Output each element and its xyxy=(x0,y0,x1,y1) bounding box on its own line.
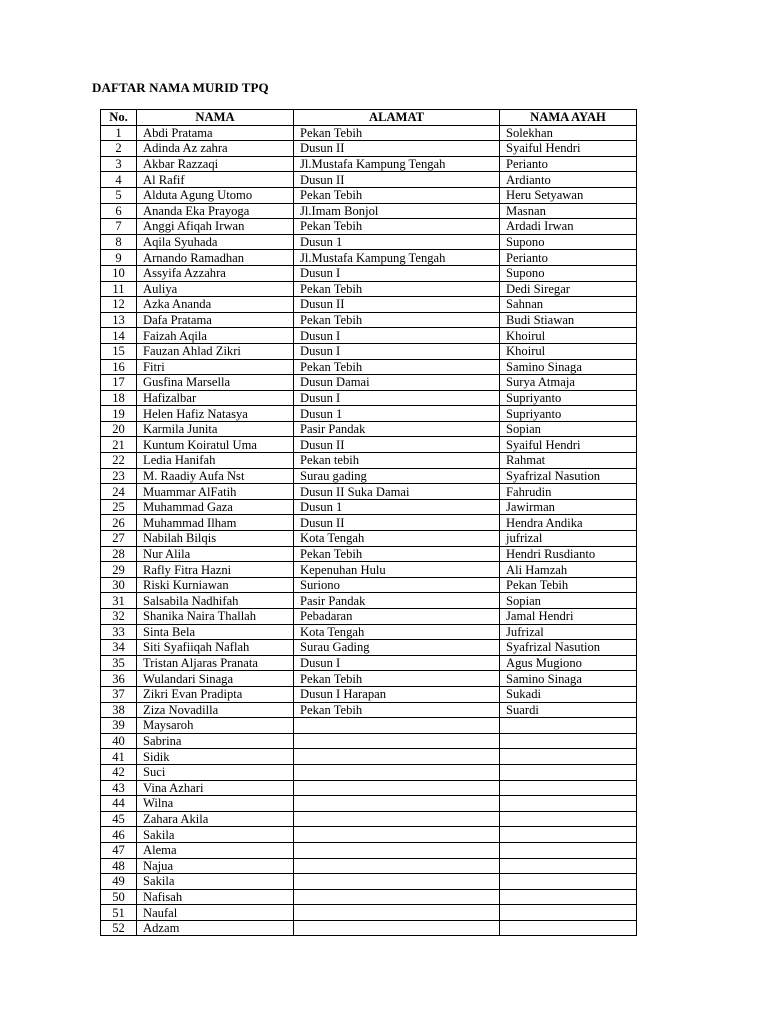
cell-no: 4 xyxy=(101,172,137,188)
cell-nama: Siti Syafiiqah Naflah xyxy=(137,640,294,656)
cell-no: 9 xyxy=(101,250,137,266)
cell-nama-ayah: Ali Hamzah xyxy=(500,562,637,578)
cell-nama: Faizah Aqila xyxy=(137,328,294,344)
cell-nama-ayah: Suardi xyxy=(500,702,637,718)
table-row xyxy=(101,889,637,905)
table-row xyxy=(101,562,637,578)
cell-nama-ayah: Supriyanto xyxy=(500,390,637,406)
cell-alamat xyxy=(294,842,500,858)
table-row xyxy=(101,203,637,219)
cell-no: 10 xyxy=(101,265,137,281)
cell-no: 46 xyxy=(101,827,137,843)
cell-alamat xyxy=(294,811,500,827)
cell-nama-ayah xyxy=(500,905,637,921)
cell-alamat: Pekan Tebih xyxy=(294,125,500,141)
cell-nama-ayah: Ardadi Irwan xyxy=(500,219,637,235)
cell-nama-ayah: Hendri Rusdianto xyxy=(500,546,637,562)
cell-nama: Sidik xyxy=(137,749,294,765)
document-title: DAFTAR NAMA MURID TPQ xyxy=(92,80,269,95)
cell-nama-ayah: Ardianto xyxy=(500,172,637,188)
cell-nama: Shanika Naira Thallah xyxy=(137,609,294,625)
cell-alamat: Kota Tengah xyxy=(294,531,500,547)
cell-no: 3 xyxy=(101,156,137,172)
cell-alamat xyxy=(294,874,500,890)
cell-nama: Tristan Aljaras Pranata xyxy=(137,655,294,671)
cell-alamat: Dusun Damai xyxy=(294,375,500,391)
cell-nama-ayah: Dedi Siregar xyxy=(500,281,637,297)
cell-nama: Naufal xyxy=(137,905,294,921)
cell-nama: Alema xyxy=(137,842,294,858)
cell-nama: Sakila xyxy=(137,827,294,843)
cell-nama-ayah: Syaiful Hendri xyxy=(500,437,637,453)
cell-no: 16 xyxy=(101,359,137,375)
cell-nama: Wilna xyxy=(137,796,294,812)
cell-nama: Ziza Novadilla xyxy=(137,702,294,718)
cell-nama-ayah: Khoirul xyxy=(500,343,637,359)
cell-nama-ayah: Solekhan xyxy=(500,125,637,141)
cell-nama: Zikri Evan Pradipta xyxy=(137,686,294,702)
table-row xyxy=(101,546,637,562)
cell-nama-ayah: jufrizal xyxy=(500,531,637,547)
cell-alamat: Pasir Pandak xyxy=(294,421,500,437)
cell-nama: Najua xyxy=(137,858,294,874)
table-row xyxy=(101,577,637,593)
cell-nama: Muhammad Ilham xyxy=(137,515,294,531)
cell-alamat: Surau gading xyxy=(294,468,500,484)
table-row xyxy=(101,842,637,858)
cell-no: 26 xyxy=(101,515,137,531)
cell-nama-ayah: Pekan Tebih xyxy=(500,577,637,593)
cell-no: 18 xyxy=(101,390,137,406)
cell-alamat: Pekan Tebih xyxy=(294,546,500,562)
cell-alamat: Pekan Tebih xyxy=(294,671,500,687)
cell-alamat xyxy=(294,858,500,874)
cell-no: 41 xyxy=(101,749,137,765)
cell-alamat xyxy=(294,749,500,765)
cell-no: 1 xyxy=(101,125,137,141)
cell-alamat: Dusun 1 xyxy=(294,406,500,422)
table-row xyxy=(101,390,637,406)
cell-no: 47 xyxy=(101,842,137,858)
cell-nama-ayah: Heru Setyawan xyxy=(500,187,637,203)
cell-nama-ayah: Supono xyxy=(500,234,637,250)
cell-nama-ayah xyxy=(500,858,637,874)
table-row xyxy=(101,686,637,702)
cell-alamat: Dusun II xyxy=(294,437,500,453)
cell-nama-ayah: Sopian xyxy=(500,593,637,609)
cell-no: 27 xyxy=(101,531,137,547)
table-row xyxy=(101,219,637,235)
cell-nama-ayah xyxy=(500,827,637,843)
cell-nama: Alduta Agung Utomo xyxy=(137,187,294,203)
cell-alamat: Pekan tebih xyxy=(294,453,500,469)
cell-nama-ayah: Agus Mugiono xyxy=(500,655,637,671)
table-row xyxy=(101,375,637,391)
table-row xyxy=(101,858,637,874)
cell-nama: Adinda Az zahra xyxy=(137,141,294,157)
cell-alamat: Pekan Tebih xyxy=(294,359,500,375)
cell-nama: Muammar AlFatih xyxy=(137,484,294,500)
cell-nama-ayah: Khoirul xyxy=(500,328,637,344)
table-row xyxy=(101,702,637,718)
table-row xyxy=(101,343,637,359)
cell-alamat: Suriono xyxy=(294,577,500,593)
cell-nama: Anggi Afiqah Irwan xyxy=(137,219,294,235)
cell-alamat: Dusun II xyxy=(294,515,500,531)
header-no: No. xyxy=(101,110,137,126)
cell-nama: Salsabila Nadhifah xyxy=(137,593,294,609)
table-row xyxy=(101,125,637,141)
table-row xyxy=(101,234,637,250)
cell-no: 2 xyxy=(101,141,137,157)
table-row xyxy=(101,281,637,297)
cell-no: 38 xyxy=(101,702,137,718)
table-row xyxy=(101,796,637,812)
cell-nama: Sakila xyxy=(137,874,294,890)
cell-alamat: Dusun 1 xyxy=(294,499,500,515)
cell-no: 31 xyxy=(101,593,137,609)
table-row xyxy=(101,421,637,437)
cell-nama-ayah xyxy=(500,780,637,796)
cell-nama-ayah: Jufrizal xyxy=(500,624,637,640)
table-body xyxy=(101,125,637,936)
cell-nama: Helen Hafiz Natasya xyxy=(137,406,294,422)
table-row xyxy=(101,920,637,936)
cell-nama: Arnando Ramadhan xyxy=(137,250,294,266)
cell-nama-ayah: Budi Stiawan xyxy=(500,312,637,328)
cell-no: 15 xyxy=(101,343,137,359)
cell-no: 7 xyxy=(101,219,137,235)
cell-no: 33 xyxy=(101,624,137,640)
table-row xyxy=(101,141,637,157)
cell-no: 11 xyxy=(101,281,137,297)
cell-nama-ayah: Fahrudin xyxy=(500,484,637,500)
table-row xyxy=(101,624,637,640)
cell-nama-ayah: Samino Sinaga xyxy=(500,359,637,375)
student-table xyxy=(100,109,637,936)
header-nama-ayah: NAMA AYAH xyxy=(500,110,637,126)
cell-nama: Gusfina Marsella xyxy=(137,375,294,391)
cell-nama: Fauzan Ahlad Zikri xyxy=(137,343,294,359)
cell-nama: Rafly Fitra Hazni xyxy=(137,562,294,578)
cell-no: 49 xyxy=(101,874,137,890)
cell-nama: Vina Azhari xyxy=(137,780,294,796)
table-row xyxy=(101,671,637,687)
cell-nama-ayah: Samino Sinaga xyxy=(500,671,637,687)
cell-nama-ayah xyxy=(500,811,637,827)
cell-alamat: Surau Gading xyxy=(294,640,500,656)
table-row xyxy=(101,733,637,749)
cell-alamat: Dusun I xyxy=(294,655,500,671)
table-row xyxy=(101,437,637,453)
cell-alamat xyxy=(294,796,500,812)
cell-no: 22 xyxy=(101,453,137,469)
cell-no: 28 xyxy=(101,546,137,562)
table-row xyxy=(101,359,637,375)
cell-nama: Ledia Hanifah xyxy=(137,453,294,469)
cell-nama: Zahara Akila xyxy=(137,811,294,827)
table-row xyxy=(101,406,637,422)
cell-nama: Suci xyxy=(137,764,294,780)
cell-no: 19 xyxy=(101,406,137,422)
table-row xyxy=(101,531,637,547)
cell-no: 37 xyxy=(101,686,137,702)
table-row xyxy=(101,453,637,469)
cell-alamat: Jl.Imam Bonjol xyxy=(294,203,500,219)
cell-nama: Muhammad Gaza xyxy=(137,499,294,515)
table-row xyxy=(101,811,637,827)
cell-nama-ayah xyxy=(500,749,637,765)
cell-no: 20 xyxy=(101,421,137,437)
cell-alamat: Pekan Tebih xyxy=(294,702,500,718)
cell-nama: Sabrina xyxy=(137,733,294,749)
table-row xyxy=(101,655,637,671)
cell-nama-ayah xyxy=(500,842,637,858)
table-row xyxy=(101,640,637,656)
cell-nama-ayah: Syaiful Hendri xyxy=(500,141,637,157)
cell-no: 5 xyxy=(101,187,137,203)
cell-alamat xyxy=(294,780,500,796)
cell-nama-ayah: Jawirman xyxy=(500,499,637,515)
table-row xyxy=(101,297,637,313)
cell-alamat xyxy=(294,920,500,936)
cell-no: 8 xyxy=(101,234,137,250)
cell-nama: M. Raadiy Aufa Nst xyxy=(137,468,294,484)
cell-nama-ayah: Syafrizal Nasution xyxy=(500,640,637,656)
cell-no: 42 xyxy=(101,764,137,780)
cell-nama: Adzam xyxy=(137,920,294,936)
table-row xyxy=(101,905,637,921)
table-row xyxy=(101,780,637,796)
table-row xyxy=(101,187,637,203)
cell-nama-ayah: Surya Atmaja xyxy=(500,375,637,391)
cell-alamat xyxy=(294,905,500,921)
table-row xyxy=(101,749,637,765)
cell-alamat: Dusun II xyxy=(294,141,500,157)
cell-alamat: Dusun I xyxy=(294,390,500,406)
cell-nama-ayah xyxy=(500,764,637,780)
cell-alamat xyxy=(294,889,500,905)
cell-nama-ayah: Sopian xyxy=(500,421,637,437)
cell-nama: Ananda Eka Prayoga xyxy=(137,203,294,219)
cell-alamat: Jl.Mustafa Kampung Tengah xyxy=(294,156,500,172)
cell-no: 45 xyxy=(101,811,137,827)
cell-no: 36 xyxy=(101,671,137,687)
table-row xyxy=(101,172,637,188)
cell-nama: Azka Ananda xyxy=(137,297,294,313)
cell-nama: Karmila Junita xyxy=(137,421,294,437)
cell-nama-ayah: Hendra Andika xyxy=(500,515,637,531)
cell-alamat: Dusun II Suka Damai xyxy=(294,484,500,500)
cell-no: 23 xyxy=(101,468,137,484)
cell-alamat: Dusun II xyxy=(294,297,500,313)
cell-nama-ayah: Perianto xyxy=(500,156,637,172)
cell-alamat: Pebadaran xyxy=(294,609,500,625)
cell-alamat: Dusun I xyxy=(294,265,500,281)
cell-alamat xyxy=(294,718,500,734)
cell-nama-ayah: Jamal Hendri xyxy=(500,609,637,625)
table-row xyxy=(101,484,637,500)
table-row xyxy=(101,312,637,328)
cell-alamat: Dusun I Harapan xyxy=(294,686,500,702)
header-nama: NAMA xyxy=(137,110,294,126)
cell-no: 21 xyxy=(101,437,137,453)
cell-nama-ayah: Syafrizal Nasution xyxy=(500,468,637,484)
cell-alamat: Pekan Tebih xyxy=(294,312,500,328)
cell-nama-ayah xyxy=(500,718,637,734)
cell-nama: Wulandari Sinaga xyxy=(137,671,294,687)
cell-no: 24 xyxy=(101,484,137,500)
cell-nama: Akbar Razzaqi xyxy=(137,156,294,172)
cell-alamat: Dusun I xyxy=(294,328,500,344)
cell-alamat: Dusun 1 xyxy=(294,234,500,250)
cell-no: 50 xyxy=(101,889,137,905)
cell-nama-ayah xyxy=(500,874,637,890)
cell-nama-ayah: Supono xyxy=(500,265,637,281)
cell-nama: Sinta Bela xyxy=(137,624,294,640)
cell-alamat: Jl.Mustafa Kampung Tengah xyxy=(294,250,500,266)
cell-no: 17 xyxy=(101,375,137,391)
cell-no: 40 xyxy=(101,733,137,749)
cell-nama: Nabilah Bilqis xyxy=(137,531,294,547)
cell-nama-ayah: Rahmat xyxy=(500,453,637,469)
table-row xyxy=(101,609,637,625)
table-row xyxy=(101,874,637,890)
cell-alamat: Pekan Tebih xyxy=(294,187,500,203)
cell-nama: Abdi Pratama xyxy=(137,125,294,141)
cell-nama-ayah xyxy=(500,889,637,905)
cell-no: 35 xyxy=(101,655,137,671)
header-alamat: ALAMAT xyxy=(294,110,500,126)
cell-alamat: Pasir Pandak xyxy=(294,593,500,609)
table-row xyxy=(101,265,637,281)
cell-alamat: Dusun II xyxy=(294,172,500,188)
cell-nama-ayah xyxy=(500,733,637,749)
table-row xyxy=(101,515,637,531)
table-row xyxy=(101,718,637,734)
table-header-row xyxy=(101,110,637,126)
cell-no: 30 xyxy=(101,577,137,593)
cell-nama: Assyifa Azzahra xyxy=(137,265,294,281)
cell-no: 43 xyxy=(101,780,137,796)
cell-alamat: Pekan Tebih xyxy=(294,281,500,297)
cell-nama-ayah xyxy=(500,796,637,812)
cell-nama-ayah: Sahnan xyxy=(500,297,637,313)
cell-no: 13 xyxy=(101,312,137,328)
table-row xyxy=(101,499,637,515)
cell-nama: Nafisah xyxy=(137,889,294,905)
cell-nama-ayah: Masnan xyxy=(500,203,637,219)
table-row xyxy=(101,827,637,843)
cell-nama-ayah xyxy=(500,920,637,936)
cell-alamat xyxy=(294,827,500,843)
cell-alamat: Dusun I xyxy=(294,343,500,359)
cell-no: 52 xyxy=(101,920,137,936)
cell-no: 32 xyxy=(101,609,137,625)
cell-alamat: Kota Tengah xyxy=(294,624,500,640)
cell-nama: Auliya xyxy=(137,281,294,297)
cell-alamat xyxy=(294,764,500,780)
cell-no: 51 xyxy=(101,905,137,921)
cell-no: 14 xyxy=(101,328,137,344)
cell-nama: Maysaroh xyxy=(137,718,294,734)
cell-no: 25 xyxy=(101,499,137,515)
cell-no: 6 xyxy=(101,203,137,219)
table-row xyxy=(101,468,637,484)
cell-nama-ayah: Supriyanto xyxy=(500,406,637,422)
table-row xyxy=(101,764,637,780)
cell-nama: Dafa Pratama xyxy=(137,312,294,328)
cell-nama-ayah: Sukadi xyxy=(500,686,637,702)
cell-no: 44 xyxy=(101,796,137,812)
cell-nama-ayah: Perianto xyxy=(500,250,637,266)
cell-nama: Al Rafif xyxy=(137,172,294,188)
cell-alamat: Kepenuhan Hulu xyxy=(294,562,500,578)
cell-nama: Nur Alila xyxy=(137,546,294,562)
cell-alamat: Pekan Tebih xyxy=(294,219,500,235)
cell-nama: Aqila Syuhada xyxy=(137,234,294,250)
table-row xyxy=(101,250,637,266)
cell-no: 39 xyxy=(101,718,137,734)
cell-nama: Hafizalbar xyxy=(137,390,294,406)
cell-no: 48 xyxy=(101,858,137,874)
table-row xyxy=(101,328,637,344)
cell-nama: Kuntum Koiratul Uma xyxy=(137,437,294,453)
cell-nama: Fitri xyxy=(137,359,294,375)
cell-alamat xyxy=(294,733,500,749)
cell-no: 34 xyxy=(101,640,137,656)
cell-nama: Riski Kurniawan xyxy=(137,577,294,593)
table-row xyxy=(101,156,637,172)
table-row xyxy=(101,593,637,609)
cell-no: 29 xyxy=(101,562,137,578)
cell-no: 12 xyxy=(101,297,137,313)
